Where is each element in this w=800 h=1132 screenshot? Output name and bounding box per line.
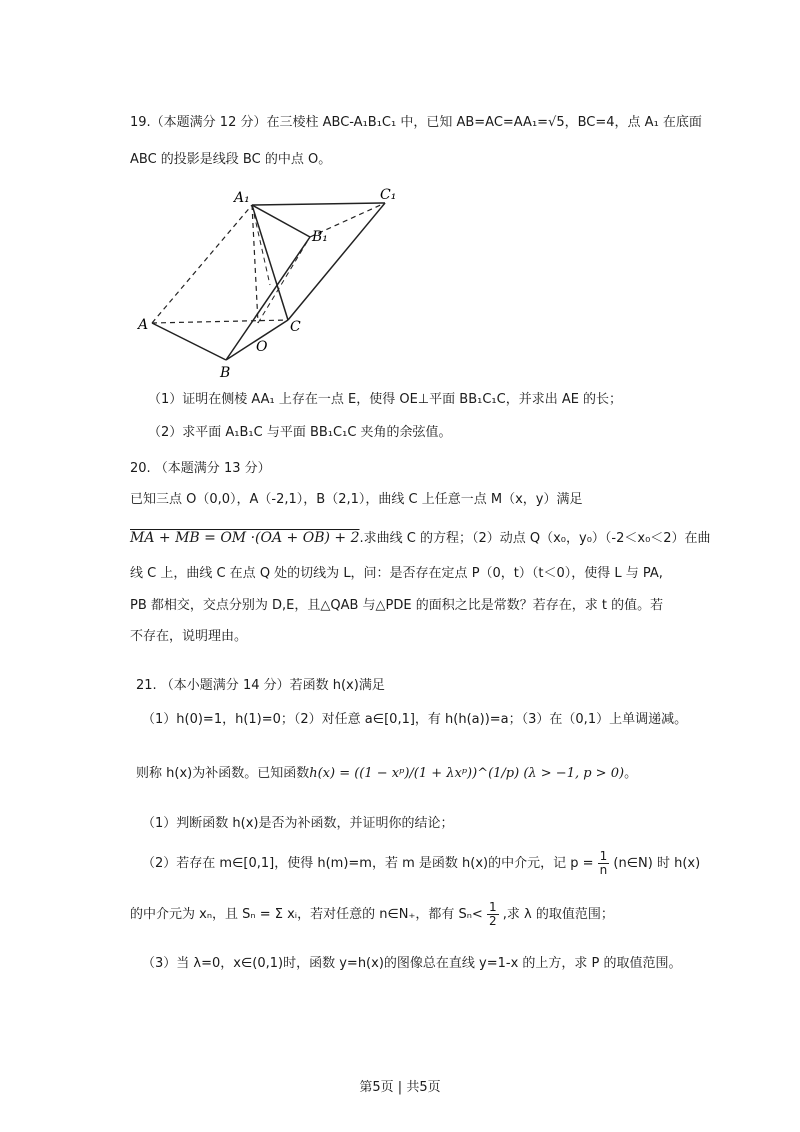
- label-A: A: [138, 317, 149, 333]
- q19-line2: ABC 的投影是线段 BC 的中点 O。: [130, 152, 332, 167]
- h-formula: h(x) = ((1 − xᵖ)/(1 + λxᵖ))^(1/p) (λ > −1, p > 0): [309, 766, 625, 781]
- q20-line1: 已知三点 O（0,0），A（-2,1），B（2,1），曲线 C 上任意一点 M（x，y）满足: [130, 492, 583, 507]
- prism-figure: [130, 185, 420, 385]
- q21-part2-line1: [142, 850, 700, 877]
- q21-part3: （3）当 λ=0，x∈(0,1)时，函数 y=h(x)的图像总在直线 y=1-x 的上方，求 P 的取值范围。: [142, 956, 682, 971]
- label-B: B: [220, 365, 231, 381]
- label-O: O: [256, 339, 268, 355]
- label-C1: C₁: [380, 187, 397, 203]
- label-A1: A₁: [234, 190, 250, 206]
- fraction-1-over-2: $\frac{1}{2}$: [488, 900, 497, 928]
- q20-line5: 不存在，说明理由。: [130, 629, 248, 644]
- q20-line2-text: .求曲线 C 的方程；（2）动点 Q（x₀，y₀）（-2＜x₀＜2）在曲: [359, 531, 711, 546]
- q20-line3: 线 C 上，曲线 C 在点 Q 处的切线为 L，问：是否存在定点 P（0，t）（t＜0），使得 L 与 PA,: [130, 566, 663, 581]
- fraction-1-over-n: $\frac{1}{n}$: [599, 849, 608, 877]
- vector-formula: MA + MB = OM ·(OA + OB) + 2: [130, 530, 360, 546]
- q21-def-suffix: 。: [624, 766, 638, 781]
- q21-part2-b-tail: ,求 λ 的取值范围；: [502, 907, 614, 922]
- q21-def-prefix: 则称 h(x)为补函数。已知函数: [136, 766, 310, 781]
- q21-part2-line2: [130, 901, 614, 928]
- q21-part2-b: 的中介元为 xₙ，且 Sₙ = Σ xᵢ，若对任意的 n∈N₊，都有 Sₙ<: [130, 907, 483, 922]
- q21-heading: 21. （本小题满分 14 分）若函数 h(x)满足: [136, 678, 385, 693]
- q21-part2-a-tail: (n∈N) 时 h(x): [613, 856, 701, 871]
- q21-conditions: （1）h(0)=1，h(1)=0；（2）对任意 a∈[0,1]，有 h(h(a))=a；（3）在（0,1）上单调递减。: [142, 712, 688, 727]
- q19-part2: （2）求平面 A₁B₁C 与平面 BB₁C₁C 夹角的余弦值。: [148, 425, 452, 440]
- q21-part1: （1）判断函数 h(x)是否为补函数，并证明你的结论；: [142, 816, 454, 831]
- label-B1: B₁: [312, 229, 328, 245]
- q19-part1: （1）证明在侧棱 AA₁ 上存在一点 E，使得 OE⊥平面 BB₁C₁C，并求出 AE 的长；: [148, 392, 623, 407]
- q20-line2: [130, 528, 711, 549]
- q20-line4: PB 都相交，交点分别为 D,E，且△QAB 与△PDE 的面积之比是常数？若存在，求 t 的值。若: [130, 598, 664, 613]
- label-C: C: [290, 319, 301, 335]
- page-footer: 第5页 | 共5页: [359, 1080, 441, 1095]
- q21-part2-a: （2）若存在 m∈[0,1]，使得 h(m)=m，若 m 是函数 h(x)的中介元，记 p =: [142, 856, 594, 871]
- q21-definition: [136, 764, 637, 784]
- q20-heading: 20. （本题满分 13 分）: [130, 461, 271, 476]
- q19-line1: 19.（本题满分 12 分）在三棱柱 ABC-A₁B₁C₁ 中，已知 AB=AC=AA₁=√5，BC=4，点 A₁ 在底面: [130, 115, 702, 130]
